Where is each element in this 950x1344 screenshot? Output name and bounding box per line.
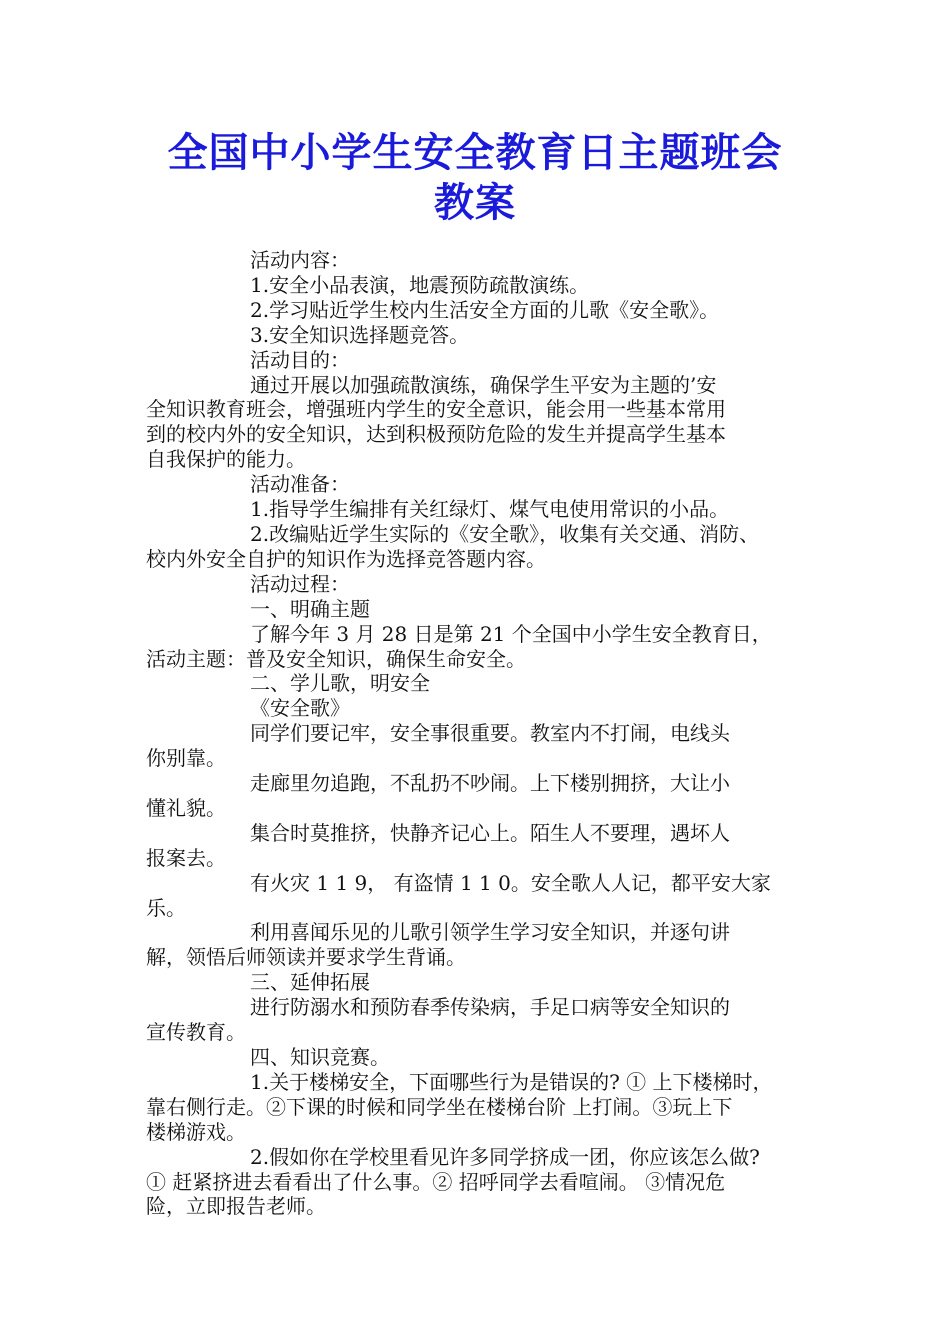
- text-line: 走廊里勿追跑，不乱扔不吵闹。上下楼别拥挤，大让小: [250, 771, 730, 796]
- text-line: 你别靠。: [146, 746, 226, 771]
- text-line: 四、知识竞赛。: [250, 1045, 390, 1069]
- text-line: 活动目的：: [250, 347, 350, 372]
- text-line: 楼梯游戏。: [146, 1119, 246, 1144]
- text-line: ① 赶紧挤进去看看出了什么事。② 招呼同学去看喧闹。 ③情况危: [146, 1169, 726, 1194]
- text-line: 活动过程：: [250, 571, 350, 596]
- text-line: 2.改编贴近学生实际的《安全歌》，收集有关交通、消防、: [250, 521, 760, 546]
- text-line: 解，领悟后师领读并要求学生背诵。: [146, 945, 466, 970]
- text-line: 同学们要记牢，安全事很重要。教室内不打闹，电线头: [250, 721, 730, 746]
- text-line: 1.安全小品表演，地震预防疏散演练。: [250, 272, 590, 297]
- document-body: [146, 248, 814, 1219]
- text-line: 三、延伸拓展: [250, 970, 370, 995]
- text-line: 校内外安全自护的知识作为选择竞答题内容。: [146, 546, 546, 571]
- text-line: 3.安全知识选择题竞答。: [250, 322, 470, 347]
- text-line: 靠右侧行走。②下课的时候和同学坐在楼梯台阶 上打闹。③玩上下: [146, 1094, 733, 1119]
- text-line: 到的校内外的安全知识，达到积极预防危险的发生并提高学生基本: [146, 422, 726, 447]
- text-line: 自我保护的能力。: [146, 447, 306, 472]
- text-line: 有火灾 1 1 9， 有盗情 1 1 0。安全歌人人记，都平安大家: [250, 870, 771, 895]
- text-line: 2.假如你在学校里看见许多同学挤成一团，你应该怎么做?: [250, 1144, 760, 1169]
- text-line: 了解今年 3 月 28 日是第 21 个全国中小学生安全教育日，: [250, 621, 772, 646]
- text-line: 活动准备：: [250, 472, 350, 497]
- document-title-line-1: 全国中小学生安全教育日主题班会: [167, 130, 783, 176]
- text-line: 活动主题：普及安全知识，确保生命安全。: [146, 646, 526, 671]
- text-line: 1.指导学生编排有关红绿灯、煤气电使用常识的小品。: [250, 497, 730, 522]
- text-line: 利用喜闻乐见的儿歌引领学生学习安全知识，并逐句讲: [250, 920, 730, 945]
- text-line: 懂礼貌。: [146, 795, 226, 820]
- text-line: 二、学儿歌，明安全: [250, 671, 430, 696]
- text-line: 险，立即报告老师。: [146, 1194, 326, 1219]
- text-line: 2.学习贴近学生校内生活安全方面的儿歌《安全歌》。: [250, 297, 720, 322]
- text-line: 进行防溺水和预防春季传染病，手足口病等安全知识的: [250, 995, 730, 1020]
- text-line: 报案去。: [146, 845, 226, 870]
- text-line: 1.关于楼梯安全，下面哪些行为是错误的? ① 上下楼梯时，: [250, 1069, 773, 1094]
- text-line: 活动内容：: [250, 248, 350, 272]
- text-line: 《安全歌》: [250, 696, 350, 721]
- text-line: 乐。: [146, 895, 186, 920]
- text-line: 集合时莫推挤，快静齐记心上。陌生人不要理，遇坏人: [250, 820, 730, 845]
- text-line: 全知识教育班会，增强班内学生的安全意识，能会用一些基本常用: [146, 397, 726, 422]
- document-title-line-2: 教案: [434, 180, 516, 226]
- text-line: 通过开展以加强疏散演练，确保学生平安为主题的’安: [250, 372, 717, 397]
- text-line: 宣传教育。: [146, 1020, 246, 1045]
- text-line: 一、明确主题: [250, 596, 370, 621]
